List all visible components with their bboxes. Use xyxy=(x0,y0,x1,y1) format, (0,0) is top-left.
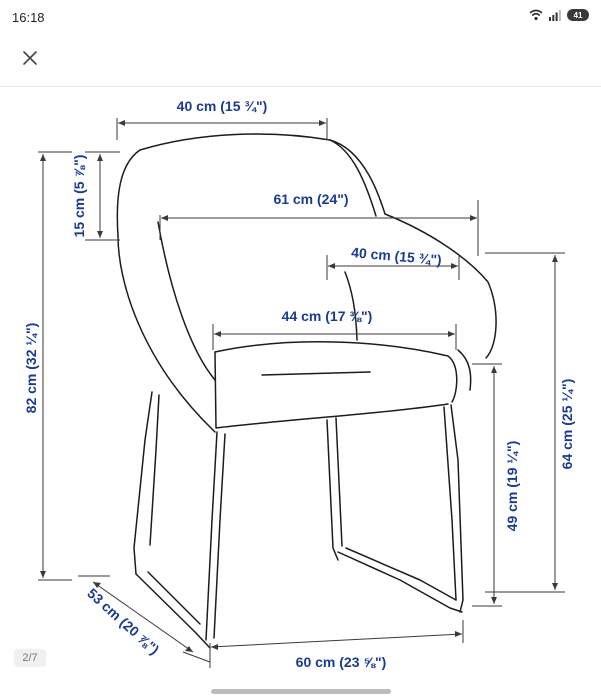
dimension-labels xyxy=(23,98,575,670)
status-icons xyxy=(529,9,589,21)
status-bar xyxy=(0,0,601,36)
dim-arm-height: 64 cm (25 ¼") xyxy=(559,378,575,470)
dim-depth: 53 cm (20 ⅞") xyxy=(84,584,163,658)
battery-icon: 41 xyxy=(567,9,589,21)
dim-back-width: 40 cm (15 ¾") xyxy=(176,98,268,114)
product-dimension-image[interactable] xyxy=(0,87,601,680)
wifi-icon xyxy=(529,9,543,21)
status-time: 16:18 xyxy=(12,10,45,25)
dim-seat-height: 49 cm (19 ¼") xyxy=(504,440,520,532)
close-icon xyxy=(18,46,42,70)
dim-overall-width: 61 cm (24") xyxy=(273,191,349,207)
dim-back-height: 15 cm (5 ⅞") xyxy=(71,154,87,238)
signal-icon xyxy=(549,9,561,21)
dim-armrest-width: 40 cm (15 ¾") xyxy=(350,244,443,268)
home-indicator[interactable] xyxy=(211,689,391,694)
dim-seat-width: 44 cm (17 ⅜") xyxy=(281,308,373,324)
close-button[interactable] xyxy=(18,46,42,70)
dim-base-width: 60 cm (23 ⅝") xyxy=(295,654,387,670)
chair-outline xyxy=(117,134,496,648)
dim-total-height: 82 cm (32 ¼") xyxy=(23,322,39,414)
page-indicator: 2/7 xyxy=(14,649,46,667)
